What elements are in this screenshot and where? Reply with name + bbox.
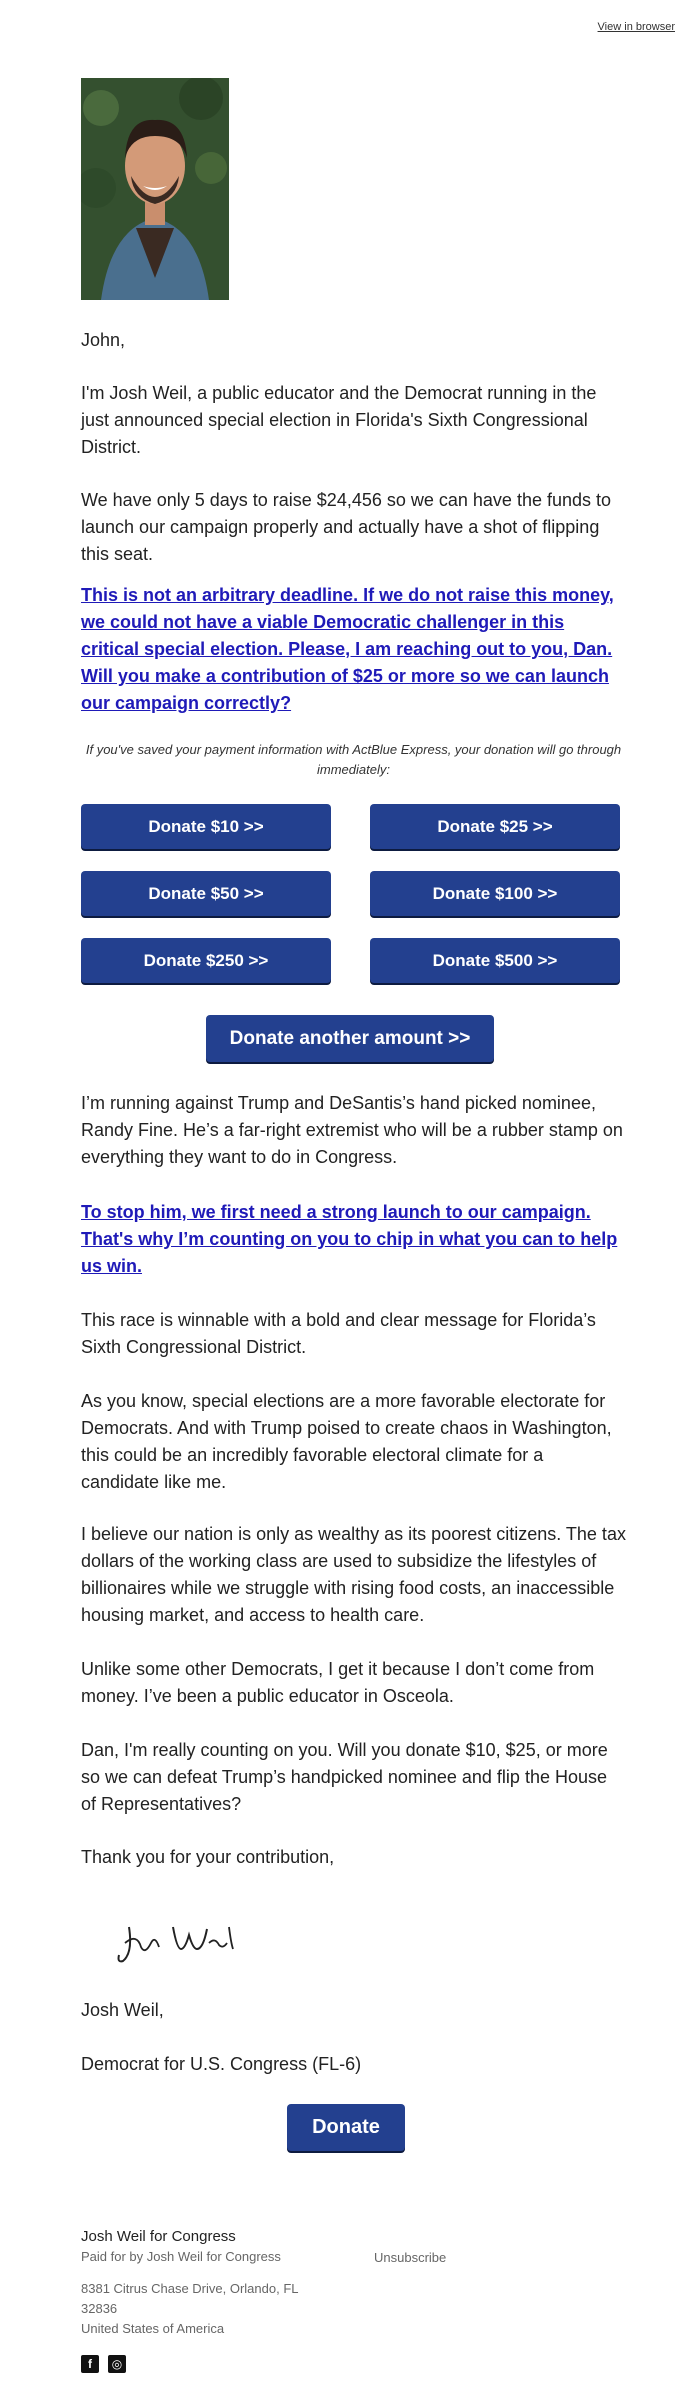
donate-25-button[interactable]: Donate $25 >> bbox=[370, 804, 620, 849]
paragraph-ask: Dan, I'm really counting on you. Will you donate $10, $25, or more so we can defeat Trump’s handpicked nominee and flip the House of Representatives? bbox=[81, 1740, 608, 1814]
footer-address-line2: 32836 bbox=[81, 2301, 118, 2316]
view-in-browser-link[interactable]: View in browser bbox=[597, 21, 675, 33]
greeting: John, bbox=[81, 330, 126, 350]
paragraph-background: Unlike some other Democrats, I get it because I don’t come from money. I’ve been a public educator in Osceola. bbox=[81, 1659, 595, 1706]
signature-image bbox=[115, 1913, 245, 1973]
donate-500-button[interactable]: Donate $500 >> bbox=[370, 938, 620, 983]
donate-button[interactable]: Donate bbox=[287, 2104, 405, 2151]
donate-250-button[interactable]: Donate $250 >> bbox=[81, 938, 331, 983]
candidate-photo bbox=[81, 78, 229, 300]
facebook-icon[interactable]: f bbox=[81, 2355, 99, 2373]
donate-100-button[interactable]: Donate $100 >> bbox=[370, 871, 620, 916]
paragraph-fundraising-goal: We have only 5 days to raise $24,456 so we can have the funds to launch our campaign properly and actually have a shot of flipping this seat. bbox=[81, 490, 612, 564]
signoff-name: Josh Weil, bbox=[81, 2000, 164, 2020]
deadline-appeal-link[interactable]: This is not an arbitrary deadline. If we do not raise this money, we could not have a viable Democratic challenger in this critical special election. Please, I am reaching out to you, Dan. Will you make a contribution of $25 or more so we can launch our campaign correctly? bbox=[81, 585, 614, 713]
paragraph-special-elections: As you know, special elections are a more favorable electorate for Democrats. And with Trump poised to create chaos in Washington, this could be an incredibly favorable electoral climate for a candidate like me. bbox=[81, 1391, 612, 1492]
instagram-icon[interactable]: ◎ bbox=[108, 2355, 126, 2373]
footer-country: United States of America bbox=[81, 2321, 225, 2336]
paragraph-opponent: I’m running against Trump and DeSantis’s hand picked nominee, Randy Fine. He’s a far-right extremist who will be a rubber stamp on everything they want to do in Congress. bbox=[81, 1093, 623, 1167]
donate-another-amount-button[interactable]: Donate another amount >> bbox=[206, 1015, 494, 1062]
strong-launch-link[interactable]: To stop him, we first need a strong launch to our campaign. That's why I’m counting on you to chip in what you can to help us win. bbox=[81, 1202, 618, 1276]
footer-org-name: Josh Weil for Congress bbox=[81, 2228, 236, 2245]
signoff-title: Democrat for U.S. Congress (FL-6) bbox=[81, 2054, 362, 2074]
paragraph-winnable: This race is winnable with a bold and clear message for Florida’s Sixth Congressional District. bbox=[81, 1310, 596, 1357]
actblue-express-note: If you've saved your payment information with ActBlue Express, your donation will go through immediately: bbox=[85, 742, 622, 777]
donate-50-button[interactable]: Donate $50 >> bbox=[81, 871, 331, 916]
footer-address-line1: 8381 Citrus Chase Drive, Orlando, FL bbox=[81, 2281, 299, 2296]
paragraph-wealth: I believe our nation is only as wealthy as its poorest citizens. The tax dollars of the working class are used to subsidize the lifestyles of billionaires while we struggle with rising food costs, an inaccessible housing market, and access to health care. bbox=[81, 1524, 626, 1625]
paragraph-intro: I'm Josh Weil, a public educator and the Democrat running in the just announced special election in Florida's Sixth Congressional District. bbox=[81, 383, 597, 457]
paragraph-thanks: Thank you for your contribution, bbox=[81, 1847, 335, 1867]
donate-10-button[interactable]: Donate $10 >> bbox=[81, 804, 331, 849]
footer-paid-for: Paid for by Josh Weil for Congress bbox=[81, 2249, 281, 2264]
unsubscribe-link[interactable]: Unsubscribe bbox=[374, 2250, 447, 2265]
